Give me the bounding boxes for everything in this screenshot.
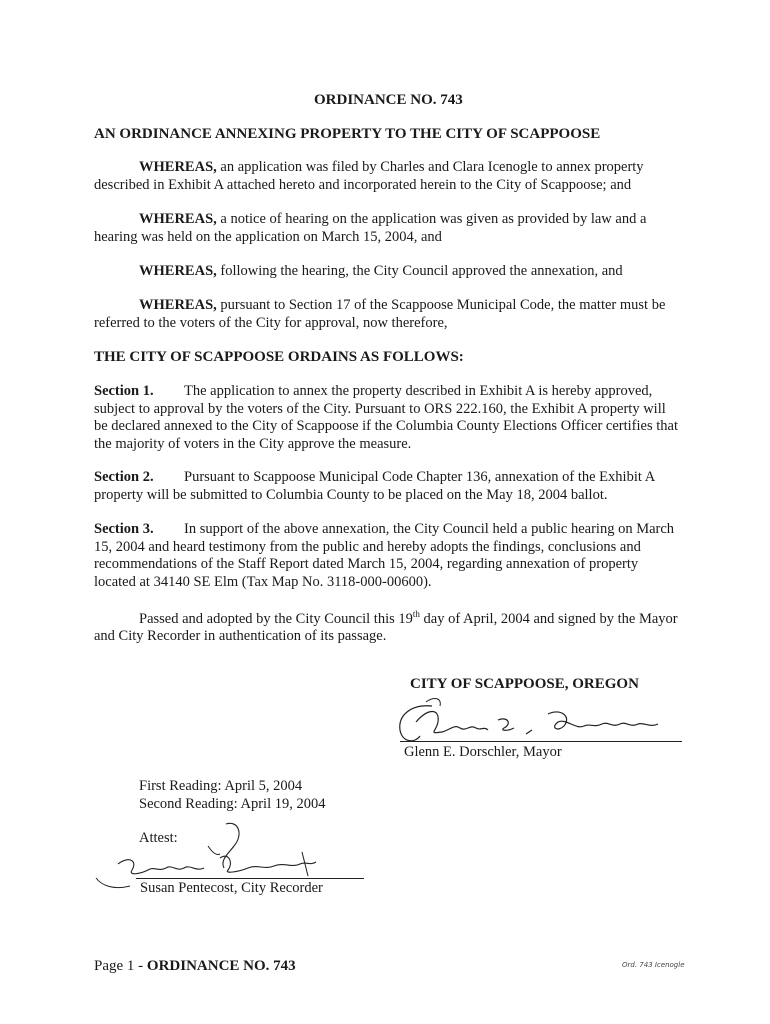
page-number-label: Page 1 - xyxy=(94,958,147,974)
footer-ordinance-number: ORDINANCE NO. 743 xyxy=(146,958,296,974)
footer-file-reference: Ord. 743 Icenogle xyxy=(622,961,685,969)
page-footer xyxy=(94,958,296,975)
whereas-text: pursuant to Section 17 of the Scappoose Municipal Code, the matter must be referred to the voters of the City for approval, now therefore, xyxy=(94,297,666,331)
section-text: The application to annex the property described in Exhibit A is hereby approved, subject to approval by the voters of the City. Pursuant to ORS 222.160, the Exhibit A property will be declared annexed to the City of Scappoose if the Columbia County Elections Officer certifies that the majority of voters in the City approve the measure. xyxy=(94,383,678,452)
whereas-clause-3 xyxy=(94,263,679,281)
whereas-lead: WHEREAS, xyxy=(139,297,217,313)
section-text: In support of the above annexation, the City Council held a public hearing on March 15, 2004 and heard testimony from the public and hereby adopts the findings, conclusions and recommendations of the Staff Report dated March 15, 2004, regarding annexation of property located at 34140 SE Elm (Tax Map No. 3118-000-00600). xyxy=(94,521,675,590)
mayor-name: Glenn E. Dorschler, Mayor xyxy=(404,744,562,760)
ordinance-title: ORDINANCE NO. 743 xyxy=(314,92,463,108)
whereas-clause-1 xyxy=(94,159,679,194)
section-1 xyxy=(94,383,679,453)
whereas-lead: WHEREAS, xyxy=(139,159,217,175)
section-label: Section 3. xyxy=(94,521,154,537)
ordinance-subtitle: AN ORDINANCE ANNEXING PROPERTY TO THE CITY OF SCAPPOOSE xyxy=(94,126,601,142)
passed-text-before: Passed and adopted by the City Council this 19 xyxy=(139,610,413,627)
first-reading: First Reading: April 5, 2004 xyxy=(139,778,303,794)
passed-adopted-paragraph xyxy=(94,606,679,646)
section-2 xyxy=(94,469,679,504)
second-reading: Second Reading: April 19, 2004 xyxy=(139,796,326,812)
passed-text-after: day of April, 2004 and signed by the Mayor and City Recorder in authentication of its passage. xyxy=(94,610,678,645)
section-text: Pursuant to Scappoose Municipal Code Chapter 136, annexation of the Exhibit A property will be submitted to Columbia County to be placed on the May 18, 2004 ballot. xyxy=(94,469,655,503)
whereas-lead: WHEREAS, xyxy=(139,263,217,279)
attest-label: Attest: xyxy=(139,830,178,846)
recorder-signature-line xyxy=(136,878,364,879)
section-label: Section 2. xyxy=(94,469,154,485)
section-3 xyxy=(94,521,679,591)
mayor-signature-line xyxy=(400,741,682,742)
whereas-text: an application was filed by Charles and Clara Icenogle to annex property described in Exhibit A attached hereto and incorporated herein to the City of Scappoose; and xyxy=(94,159,644,193)
whereas-text: following the hearing, the City Council approved the annexation, and xyxy=(216,263,623,279)
passed-ordinal-suffix: th xyxy=(412,609,420,619)
whereas-text: a notice of hearing on the application was given as provided by law and a hearing was held on the application on March 15, 2004, and xyxy=(94,211,647,245)
whereas-lead: WHEREAS, xyxy=(139,211,217,227)
recorder-name: Susan Pentecost, City Recorder xyxy=(140,880,323,896)
whereas-clause-2 xyxy=(94,211,679,246)
city-name: CITY OF SCAPPOOSE, OREGON xyxy=(410,676,639,692)
ordains-heading: THE CITY OF SCAPPOOSE ORDAINS AS FOLLOWS: xyxy=(94,349,464,365)
whereas-clause-4 xyxy=(94,297,679,332)
section-label: Section 1. xyxy=(94,383,154,399)
